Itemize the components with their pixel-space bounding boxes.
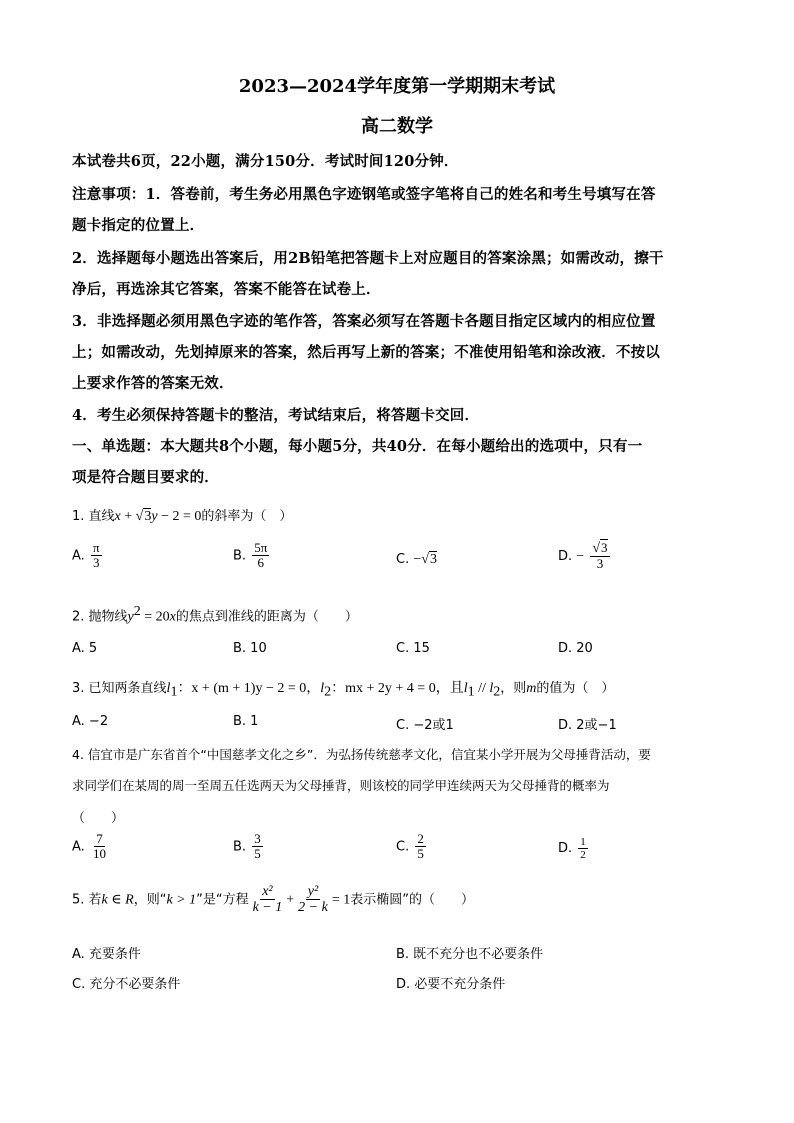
question-3: 3. 已知两条直线$l_1$：x + (m + 1)y − 2 = 0，$l_2$：mx + 2y + 4 = 0，且$l_1 // l_2$，则m的值为（ ） (72, 681, 615, 700)
q2-option-b: B. 10 (233, 641, 267, 656)
q4-option-d: D. $\frac{1}{2}$ (558, 836, 586, 862)
note-1a: 注意事项：1．答卷前，考生务必用黑色字迹钢笔或签字笔将自己的姓名和考生号填写在答 (72, 186, 656, 203)
question-1: 1. 直线x + √3y − 2 = 0的斜率为（ ） (72, 509, 293, 524)
q1-suffix: 的斜率为（ ） (201, 509, 293, 524)
q3-option-a: A. −2 (72, 714, 109, 729)
q5-option-c: C. 充分不必要条件 (72, 977, 181, 992)
note-2b: 净后，再选涂其它答案，答案不能答在试卷上． (72, 281, 381, 298)
note-3c: 上要求作答的答案无效． (72, 375, 234, 392)
q5-option-b: B. 既不充分也不必要条件 (396, 947, 544, 962)
q1-eq-x: x (114, 509, 121, 524)
q1-eq-rest: − 2 = 0 (157, 509, 202, 524)
q3-option-c: C. −2或1 (396, 718, 454, 733)
q1-b-fraction: $\frac{5\pi}{6}$ (254, 540, 268, 571)
q1-option-d: D. − $\frac{√3}{3}$ (558, 540, 608, 572)
q1-eq-radicand: 3 (144, 509, 152, 524)
q2-option-a: A. 5 (72, 641, 98, 656)
q2-option-c: C. 15 (396, 641, 430, 656)
q1-a-fraction: $\frac{\pi}{3}$ (92, 540, 100, 571)
note-3b: 上；如需改动，先划掉原来的答案，然后再写上新的答案；不准使用铅笔和涂改液．不按以 (72, 344, 660, 361)
q1-eq-y: y (151, 509, 158, 524)
note-3a: 3．非选择题必须用黑色字迹的笔作答，答案必须写在答题卡各题目指定区域内的相应位置 (72, 313, 656, 330)
q1-option-c: C. −√3 (396, 552, 437, 567)
question-5: 5. 若k ∈ R，则“k > 1”是“方程 $\frac{\text{x²}}{k - 1}$ + $\frac{\text{y²}}{2 - k}$ = 1表示椭圆”的（ ） (72, 884, 474, 916)
q1-prefix: 1. 直线 (72, 509, 115, 524)
note-2a: 2．选择题每小题选出答案后，用2B铅笔把答题卡上对应题目的答案涂黑；如需改动，擦干 (72, 250, 664, 267)
question-4-line-b: 求同学们在某周的周一至周五任选两天为父母捶背，则该校的同学甲连续两天为父母捶背的概率为 (72, 778, 610, 793)
exam-subject: 高二数学 (361, 116, 433, 137)
question-2: 2. 抛物线$y^2 = 20x$的焦点到准线的距离为（ ） (72, 604, 358, 625)
q4-option-a: A. $\frac{7}{10}$ (72, 831, 106, 862)
question-4-line-a: 4. 信宜市是广东省首个“中国慈孝文化之乡”．为弘扬传统慈孝文化，信宜某小学开展为父母捶背活动，要 (72, 747, 651, 762)
note-4: 4．考生必须保持答题卡的整洁，考试结束后，将答题卡交回． (72, 407, 480, 424)
q3-option-b: B. 1 (233, 714, 259, 729)
q4-option-c: C. $\frac{2}{5}$ (396, 831, 424, 862)
q2-option-d: D. 20 (558, 641, 593, 656)
section-heading-b: 项是符合题目要求的． (72, 469, 219, 486)
instruction-line-1: 本试卷共6页，22小题，满分150分．考试时间120分钟． (72, 153, 459, 170)
q1-eq-plus: + (120, 509, 136, 524)
q3-option-d: D. 2或−1 (558, 718, 617, 733)
note-1b: 题卡指定的位置上． (72, 217, 205, 234)
q4-option-b: B. $\frac{3}{5}$ (233, 831, 261, 862)
exam-title: 2023—2024学年度第一学期期末考试 (238, 76, 556, 97)
section-heading-a: 一、单选题：本大题共8个小题，每小题5分，共40分．在每小题给出的选项中，只有一 (72, 438, 643, 455)
q1-option-a: A. $\frac{\pi}{3}$ (72, 540, 100, 571)
q1-c-radicand: 3 (429, 552, 437, 567)
q5-option-d: D. 必要不充分条件 (396, 977, 506, 992)
q1-d-fraction: $\frac{√3}{3}$ (592, 540, 608, 572)
q5-option-a: A. 充要条件 (72, 947, 141, 962)
question-4-line-c: （ ） (72, 811, 125, 826)
q1-option-b: B. $\frac{5\pi}{6}$ (233, 540, 268, 571)
